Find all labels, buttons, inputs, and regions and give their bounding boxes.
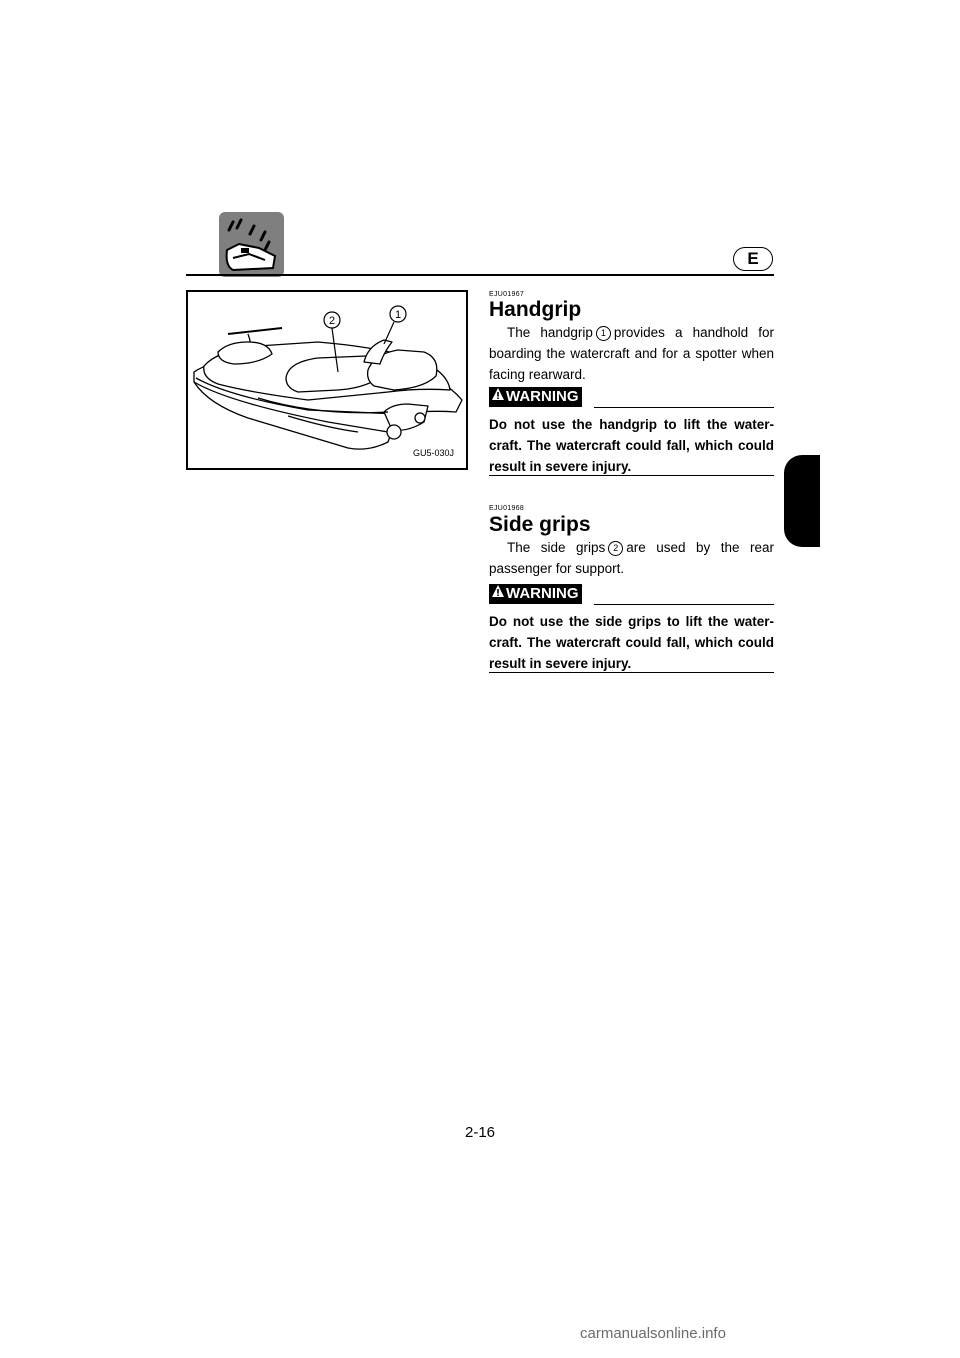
warning-text: Do not use the handgrip to lift the water-craft. The watercraft could fall, which could result in severe injury. (489, 417, 774, 474)
warning-icon (491, 387, 505, 407)
body-text: provides a handhold for boarding the watercraft and for a spotter when facing rearward. (489, 325, 774, 382)
body-text: are used by the rear passenger for support. (489, 540, 774, 576)
body-text: The handgrip (507, 325, 593, 340)
section-title: Side grips (489, 513, 591, 536)
header-rule (186, 274, 774, 276)
warning-header (489, 584, 774, 606)
figure-code: GU5-030J (412, 448, 454, 458)
watercraft-figure (186, 290, 468, 470)
body-text: The side grips (507, 540, 606, 555)
callout-1-label: 1 (394, 309, 402, 321)
section-code: EJU01968 (489, 505, 525, 512)
warning-rule (594, 407, 774, 408)
warning-badge (489, 387, 582, 407)
warning-header (489, 387, 774, 409)
section-code: EJU01967 (489, 291, 525, 298)
watercraft-icon (219, 212, 284, 277)
section-body (489, 537, 774, 579)
warning-end-rule (489, 475, 774, 476)
page-number: 2-16 (464, 1124, 496, 1141)
warning-badge (489, 584, 582, 604)
warning-rule (594, 604, 774, 605)
section-body (489, 322, 774, 385)
warning-label: WARNING (506, 388, 579, 405)
callout-ref: 2 (608, 541, 623, 556)
callout-2-label: 2 (328, 315, 336, 327)
warning-icon (491, 584, 505, 604)
warning-label: WARNING (506, 585, 579, 602)
watermark: carmanualsonline.info (580, 1325, 726, 1342)
warning-text: Do not use the side grips to lift the water-craft. The watercraft could fall, which could result in severe injury. (489, 614, 774, 671)
warning-end-rule (489, 672, 774, 673)
chapter-tab (784, 455, 820, 547)
language-badge: E (733, 247, 773, 271)
watercraft-illustration (188, 292, 466, 468)
callout-ref: 1 (596, 326, 611, 341)
section-title: Handgrip (489, 298, 582, 321)
